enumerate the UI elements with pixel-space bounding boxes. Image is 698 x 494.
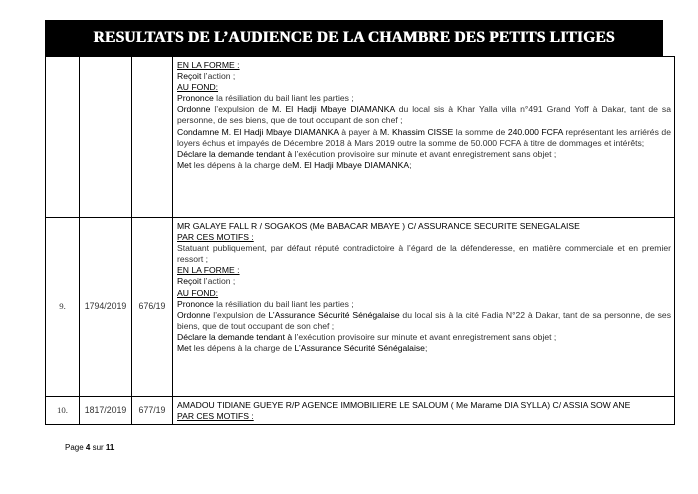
table-row bbox=[46, 397, 675, 425]
met-party: M. El Hadji Mbaye DIAMANKA bbox=[292, 159, 410, 170]
table-row bbox=[46, 218, 675, 397]
met-text: les dépens à la charge de bbox=[191, 343, 295, 354]
declare-label: Déclare la demande tendant à bbox=[177, 148, 293, 159]
condamne-label: Condamne M. El Hadji Mbaye DIAMANKA bbox=[177, 126, 339, 137]
met-end: ; bbox=[424, 343, 428, 354]
recoit-label: Reçoit bbox=[177, 276, 202, 287]
ordonne-rest: du local sis à Khar Yalla villa n°491 Grand Yoff à Dakar, tant de sa personne, de ses biens, que de tout occupant de son chef ; bbox=[177, 104, 671, 126]
prononce-text: la résiliation du bail liant les parties ; bbox=[213, 93, 354, 104]
results-table bbox=[45, 56, 675, 425]
prononce-label: Prononce bbox=[177, 298, 214, 309]
met-label: Met bbox=[177, 343, 192, 354]
case-rg bbox=[80, 57, 132, 218]
page-title-banner bbox=[45, 20, 663, 56]
ordonne-party: L’Assurance Sécurité Sénégalaise bbox=[268, 309, 400, 320]
ordonne-rest: du local sis à la cité Fadia N°22 à Dakar, tant de sa personne, de ses biens, que de tout occupant de son chef ; bbox=[177, 309, 671, 331]
case-number bbox=[46, 57, 80, 218]
case-parties: MR GALAYE FALL R / SOGAKOS (Me BABACAR MBAYE ) C/ ASSURANCE SECURITE SENEGALAISE bbox=[177, 221, 580, 231]
met-text: les dépens à la charge de bbox=[191, 159, 293, 170]
met-label: Met bbox=[177, 159, 192, 170]
prononce-label: Prononce bbox=[177, 93, 214, 104]
fond-heading: AU FOND: bbox=[177, 82, 219, 93]
declare-text: l’exécution provisoire sur minute et avant enregistrement sans objet ; bbox=[292, 148, 557, 159]
case-parties: AMADOU TIDIANE GUEYE R/P AGENCE IMMOBILIERE LE SALOUM ( Me Marame DIA SYLLA) C/ ASSIA SOW ANE bbox=[177, 400, 631, 410]
page-current: 4 bbox=[85, 443, 91, 452]
page-footer bbox=[65, 443, 114, 452]
met-party: L’Assurance Sécurité Sénégalaise bbox=[294, 343, 425, 354]
case-rg: 1817/2019 bbox=[80, 397, 132, 425]
forme-heading: EN LA FORME : bbox=[177, 60, 240, 70]
table-row bbox=[46, 57, 675, 218]
case-number: 9. bbox=[46, 218, 80, 397]
ruling-text bbox=[173, 218, 675, 397]
ruling-text bbox=[173, 397, 675, 425]
judgment-number: 677/19 bbox=[132, 397, 173, 425]
recoit-text: l’action ; bbox=[201, 71, 236, 82]
motifs-heading: PAR CES MOTIFS : bbox=[177, 411, 254, 422]
page-label: Page bbox=[65, 443, 86, 452]
case-rg: 1794/2019 bbox=[80, 218, 132, 397]
condamne-text: à payer à bbox=[338, 126, 380, 137]
condamne-rest: représentant les arriérés de loyers échus et impayés de Décembre 2018 à Mars 2019 outre la somme de 50.000 FCFA à titre de dommages et intérêts; bbox=[177, 126, 671, 148]
condamne-text-2: la somme de bbox=[453, 126, 508, 137]
declare-label: Déclare la demande tendant à bbox=[177, 331, 293, 342]
prononce-text: la résiliation du bail liant les parties ; bbox=[213, 298, 354, 309]
judgment-number bbox=[132, 57, 173, 218]
page-total: 11 bbox=[105, 443, 115, 452]
recoit-label: Reçoit bbox=[177, 71, 202, 82]
fond-heading: AU FOND: bbox=[177, 287, 219, 298]
statuant-text: Statuant publiquement, par défaut réputé contradictoire à l’égard de la défenderesse, en matière commerciale et en premier ressort ; bbox=[177, 243, 671, 265]
condamne-creditor: M. Khassim CISSE bbox=[379, 126, 454, 137]
met-end: ; bbox=[409, 159, 412, 170]
page-separator: sur bbox=[90, 443, 106, 452]
page-title: RESULTATS DE L’AUDIENCE DE LA CHAMBRE DES PETITS LITIGES bbox=[93, 29, 615, 46]
condamne-amount: 240.000 FCFA bbox=[507, 126, 563, 137]
ordonne-text: l’expulsion de bbox=[210, 309, 269, 320]
ordonne-label: Ordonne bbox=[177, 104, 211, 115]
ordonne-label: Ordonne bbox=[177, 309, 211, 320]
ruling-text bbox=[173, 57, 675, 218]
ordonne-text: l’expulsion de bbox=[210, 104, 272, 115]
judgment-number: 676/19 bbox=[132, 218, 173, 397]
recoit-text: l’action ; bbox=[201, 276, 236, 287]
forme-heading: EN LA FORME : bbox=[177, 265, 240, 276]
ordonne-party: M. El Hadji Mbaye DIAMANKA bbox=[271, 104, 395, 115]
declare-text: l’exécution provisoire sur minute et avant enregistrement sans objet ; bbox=[292, 331, 557, 342]
case-number: 10. bbox=[46, 397, 80, 425]
motifs-heading: PAR CES MOTIFS : bbox=[177, 232, 254, 243]
